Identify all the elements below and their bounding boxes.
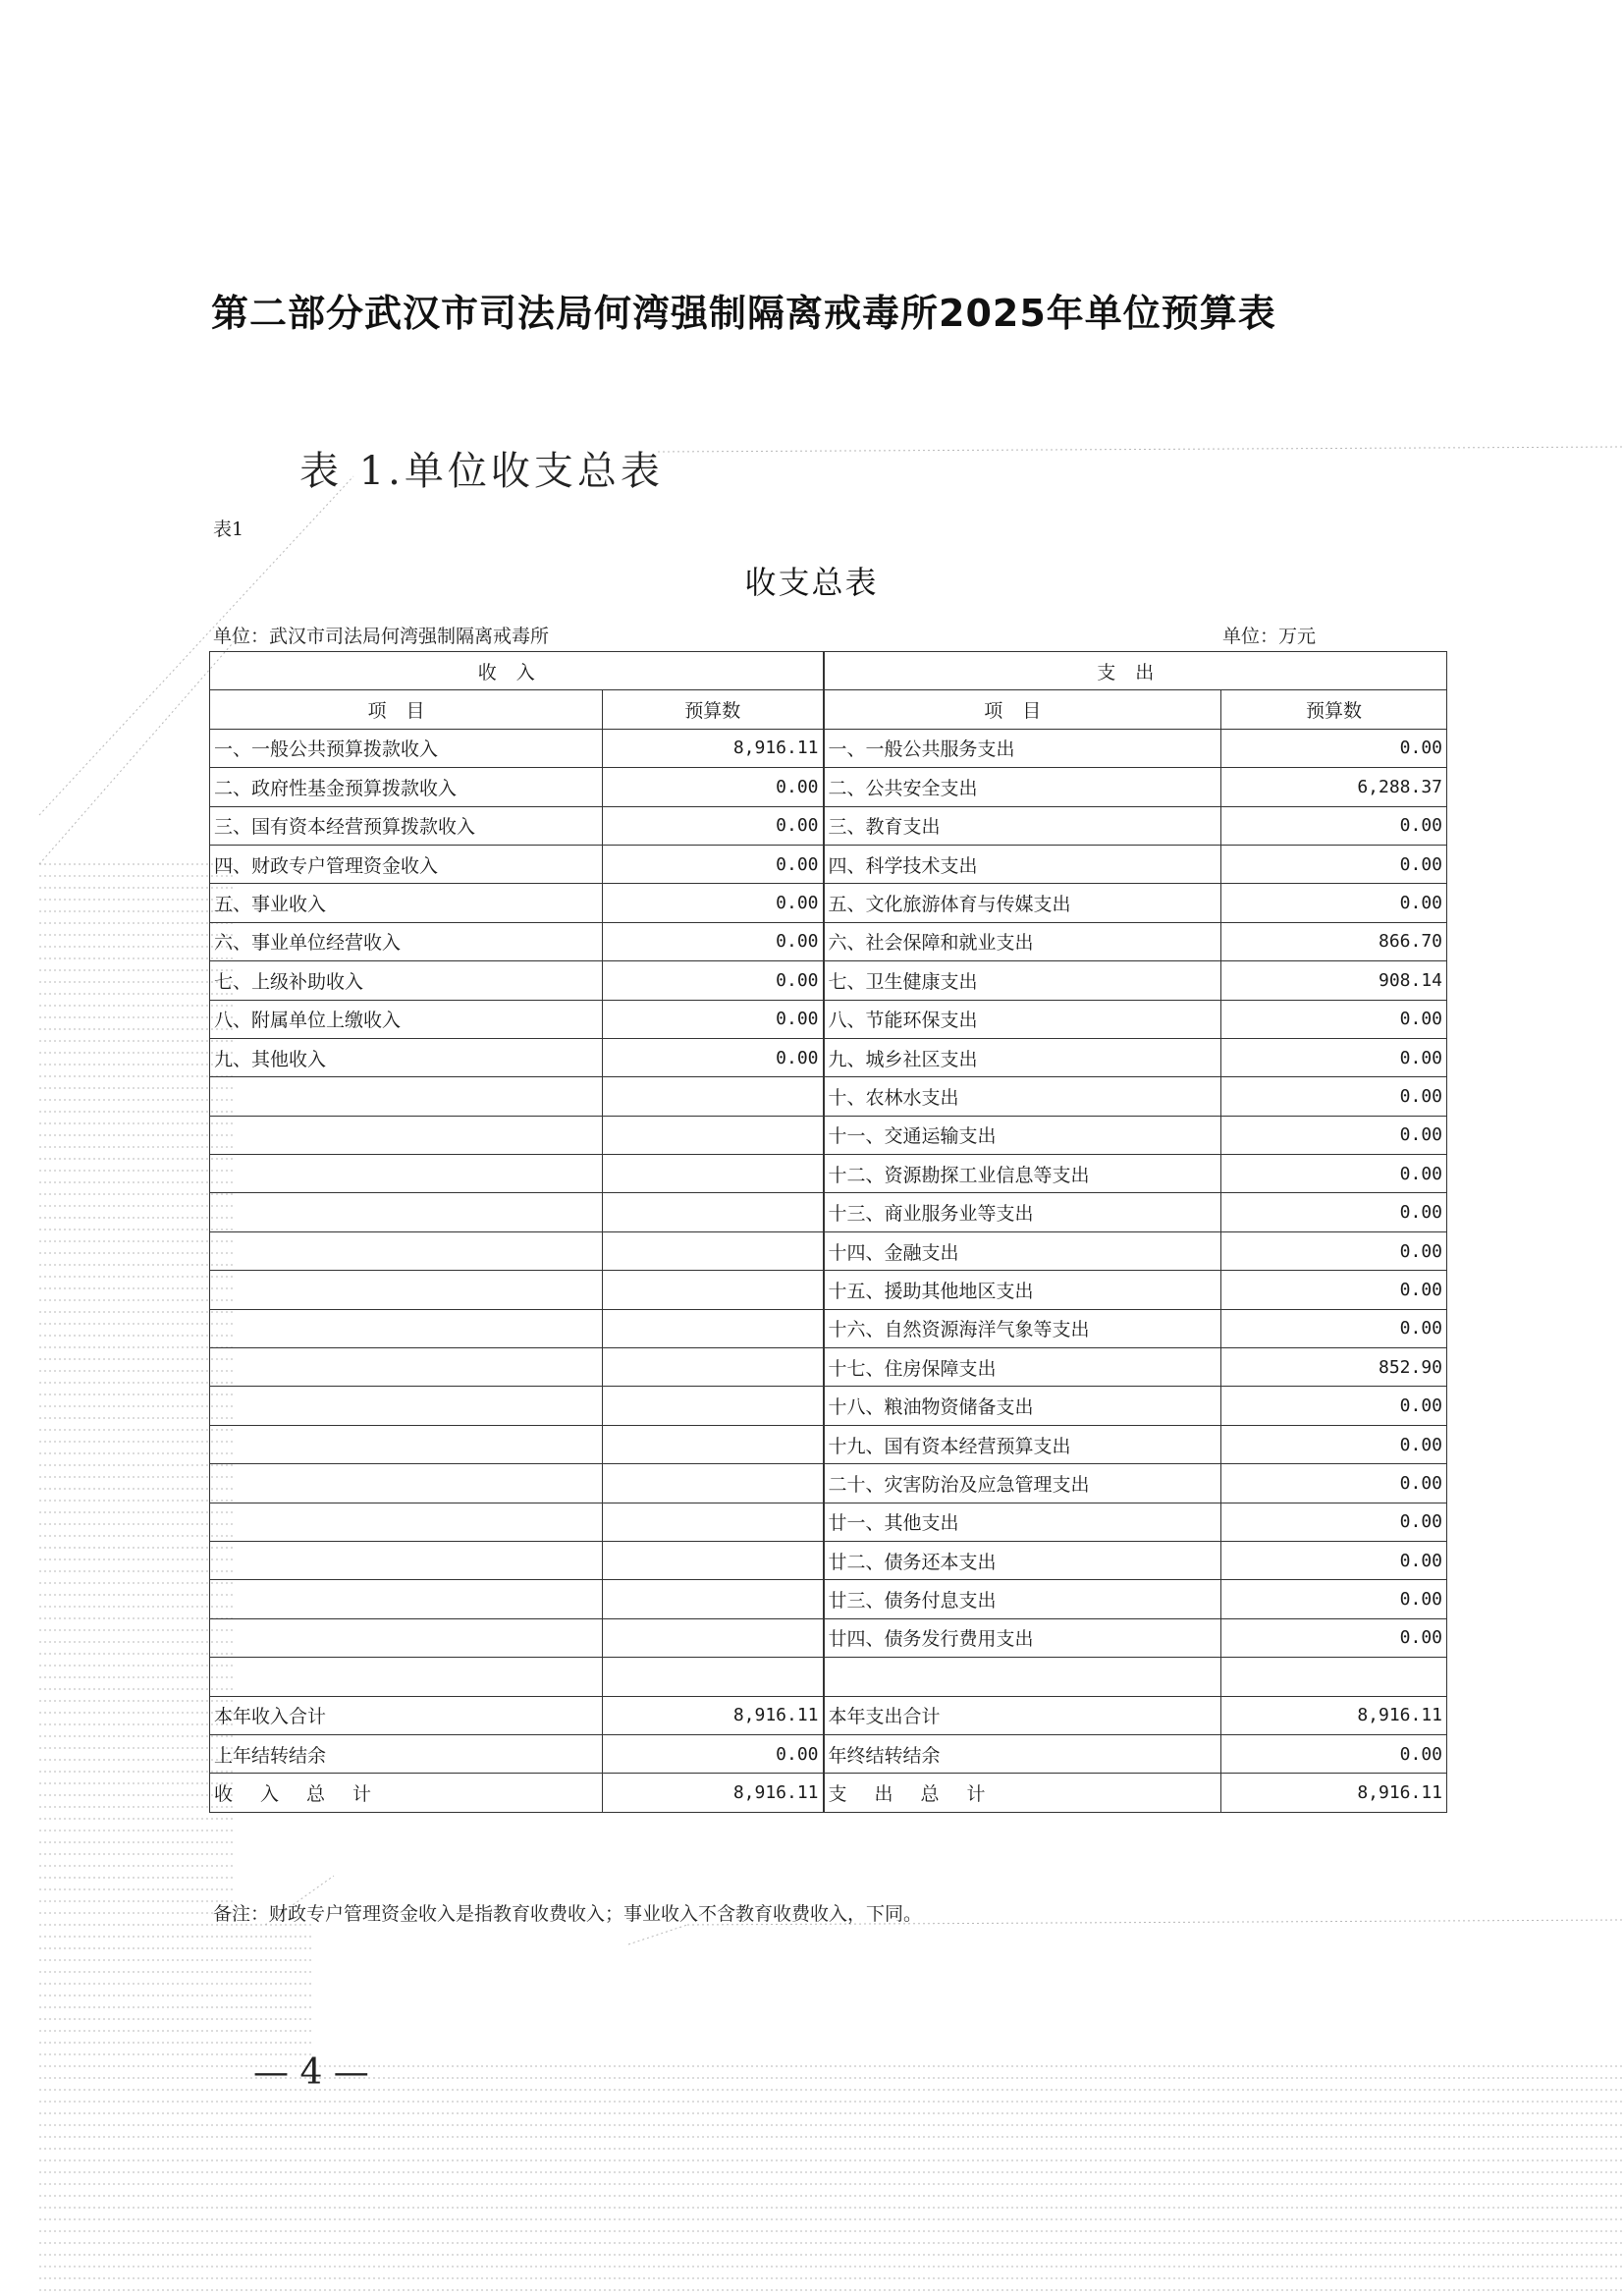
income-value-cell	[603, 1155, 824, 1193]
expense-value-cell: 0.00	[1221, 1580, 1447, 1618]
expense-item-cell: 十六、自然资源海洋气象等支出	[824, 1309, 1221, 1347]
expense-value-cell: 908.14	[1221, 961, 1447, 1000]
header-row-group	[210, 652, 1447, 690]
table-row	[210, 1658, 1447, 1696]
income-item-cell	[210, 1774, 603, 1812]
table-row	[210, 806, 1447, 845]
expense-value-cell: 0.00	[1221, 1387, 1447, 1425]
income-value-cell: 0.00	[603, 1038, 824, 1076]
income-item-cell	[210, 1116, 603, 1154]
income-item-cell	[210, 1348, 603, 1387]
income-item-cell: 三、国有资本经营预算拨款收入	[210, 806, 603, 845]
expense-budget-header: 预算数	[1221, 690, 1447, 729]
income-item-cell: 六、事业单位经营收入	[210, 922, 603, 960]
expense-value-cell	[1221, 1658, 1447, 1696]
income-item-cell	[210, 1618, 603, 1657]
income-item-cell	[210, 1309, 603, 1347]
table-row	[210, 1231, 1447, 1270]
table-row	[210, 845, 1447, 883]
expense-item-cell: 一、一般公共服务支出	[824, 729, 1221, 767]
income-value-cell: 8,916.11	[603, 1774, 824, 1812]
table-row	[210, 1309, 1447, 1347]
expense-value-cell: 0.00	[1221, 1425, 1447, 1463]
income-value-cell: 0.00	[603, 1734, 824, 1773]
income-item-cell: 四、财政专户管理资金收入	[210, 845, 603, 883]
unit-measure: 单位：万元	[1222, 626, 1317, 647]
income-value-cell	[603, 1193, 824, 1231]
income-item-cell	[210, 1658, 603, 1696]
expense-item-cell: 十三、商业服务业等支出	[824, 1193, 1221, 1231]
expense-value-cell: 0.00	[1221, 1271, 1447, 1309]
expense-value-cell: 0.00	[1221, 884, 1447, 922]
expense-header: 支出	[824, 652, 1447, 690]
total-row	[210, 1696, 1447, 1734]
table-row	[210, 1503, 1447, 1541]
expense-value-cell: 0.00	[1221, 1541, 1447, 1579]
expense-item-cell: 年终结转结余	[824, 1734, 1221, 1773]
income-item-cell	[210, 1231, 603, 1270]
income-value-cell: 0.00	[603, 922, 824, 960]
expense-value-cell: 0.00	[1221, 806, 1447, 845]
section-title: 表 1.单位收支总表	[299, 449, 664, 494]
expense-item-cell-label: 支出总计	[828, 1783, 1013, 1806]
income-value-cell: 0.00	[603, 806, 824, 845]
expense-item-cell: 二十、灾害防治及应急管理支出	[824, 1464, 1221, 1503]
expense-value-cell: 6,288.37	[1221, 768, 1447, 806]
table-row	[210, 1116, 1447, 1154]
expense-item-cell: 十七、住房保障支出	[824, 1348, 1221, 1387]
income-item-cell	[210, 1464, 603, 1503]
table-row	[210, 1541, 1447, 1579]
income-item-cell	[210, 1503, 603, 1541]
table-reference: 表1	[213, 519, 244, 540]
table-row	[210, 1271, 1447, 1309]
expense-item-cell	[824, 1774, 1221, 1812]
income-header: 收入	[210, 652, 824, 690]
page-number: — 4 —	[253, 2052, 369, 2093]
header-row-columns	[210, 690, 1447, 729]
income-item-cell	[210, 1387, 603, 1425]
expense-value-cell: 0.00	[1221, 729, 1447, 767]
expense-value-cell: 0.00	[1221, 1193, 1447, 1231]
income-item-header: 项目	[210, 690, 603, 729]
income-item-cell	[210, 1580, 603, 1618]
expense-item-cell: 十四、金融支出	[824, 1231, 1221, 1270]
income-value-cell	[603, 1580, 824, 1618]
expense-value-cell: 0.00	[1221, 1000, 1447, 1038]
expense-item-cell: 十二、资源勘探工业信息等支出	[824, 1155, 1221, 1193]
income-value-cell	[603, 1271, 824, 1309]
income-value-cell: 0.00	[603, 1000, 824, 1038]
expense-item-cell	[824, 1658, 1221, 1696]
expense-item-cell: 二、公共安全支出	[824, 768, 1221, 806]
table-row	[210, 1425, 1447, 1463]
income-value-cell	[603, 1231, 824, 1270]
income-item-cell: 九、其他收入	[210, 1038, 603, 1076]
income-value-cell: 0.00	[603, 845, 824, 883]
expense-item-cell: 本年支出合计	[824, 1696, 1221, 1734]
income-item-cell: 七、上级补助收入	[210, 961, 603, 1000]
expense-item-cell: 八、节能环保支出	[824, 1000, 1221, 1038]
income-value-cell	[603, 1541, 824, 1579]
expense-value-cell: 0.00	[1221, 1309, 1447, 1347]
expense-value-cell: 8,916.11	[1221, 1774, 1447, 1812]
income-item-cell	[210, 1425, 603, 1463]
table-row	[210, 1193, 1447, 1231]
income-value-cell	[603, 1618, 824, 1657]
expense-value-cell: 0.00	[1221, 1231, 1447, 1270]
expense-item-header: 项目	[824, 690, 1221, 729]
income-value-cell	[603, 1425, 824, 1463]
expense-item-cell: 十八、粮油物资储备支出	[824, 1387, 1221, 1425]
income-budget-header: 预算数	[603, 690, 824, 729]
expense-value-cell: 8,916.11	[1221, 1696, 1447, 1734]
income-value-cell: 0.00	[603, 768, 824, 806]
expense-value-cell: 0.00	[1221, 1464, 1447, 1503]
income-value-cell	[603, 1658, 824, 1696]
income-value-cell	[603, 1077, 824, 1116]
expense-value-cell: 0.00	[1221, 1038, 1447, 1076]
income-item-cell: 本年收入合计	[210, 1696, 603, 1734]
table-row	[210, 1038, 1447, 1076]
table-row	[210, 922, 1447, 960]
expense-item-cell: 七、卫生健康支出	[824, 961, 1221, 1000]
income-value-cell: 8,916.11	[603, 1696, 824, 1734]
expense-value-cell: 0.00	[1221, 845, 1447, 883]
income-item-cell-label: 收入总计	[214, 1783, 400, 1806]
table-row	[210, 1348, 1447, 1387]
expense-item-cell: 十五、援助其他地区支出	[824, 1271, 1221, 1309]
income-value-cell: 0.00	[603, 961, 824, 1000]
income-value-cell	[603, 1348, 824, 1387]
expense-item-cell: 三、教育支出	[824, 806, 1221, 845]
total-row	[210, 1734, 1447, 1773]
expense-item-cell: 九、城乡社区支出	[824, 1038, 1221, 1076]
income-item-cell: 二、政府性基金预算拨款收入	[210, 768, 603, 806]
income-item-cell	[210, 1271, 603, 1309]
income-item-cell	[210, 1541, 603, 1579]
table-row	[210, 961, 1447, 1000]
income-value-cell	[603, 1116, 824, 1154]
expense-value-cell: 0.00	[1221, 1116, 1447, 1154]
table-row	[210, 1000, 1447, 1038]
expense-item-cell: 廿二、债务还本支出	[824, 1541, 1221, 1579]
expense-item-cell: 廿一、其他支出	[824, 1503, 1221, 1541]
expense-item-cell: 五、文化旅游体育与传媒支出	[824, 884, 1221, 922]
income-item-cell	[210, 1155, 603, 1193]
expense-item-cell: 六、社会保障和就业支出	[824, 922, 1221, 960]
table-row	[210, 884, 1447, 922]
income-value-cell	[603, 1464, 824, 1503]
unit-name: 单位：武汉市司法局何湾强制隔离戒毒所	[213, 626, 550, 647]
page-title: 第二部分武汉市司法局何湾强制隔离戒毒所2025年单位预算表	[211, 292, 1276, 335]
expense-value-cell: 852.90	[1221, 1348, 1447, 1387]
expense-item-cell: 廿三、债务付息支出	[824, 1580, 1221, 1618]
expense-value-cell: 0.00	[1221, 1155, 1447, 1193]
table-row	[210, 768, 1447, 806]
table-row	[210, 1618, 1447, 1657]
table-row	[210, 1077, 1447, 1116]
income-item-cell: 一、一般公共预算拨款收入	[210, 729, 603, 767]
expense-value-cell: 866.70	[1221, 922, 1447, 960]
income-value-cell: 0.00	[603, 884, 824, 922]
table-row	[210, 1580, 1447, 1618]
income-item-cell: 五、事业收入	[210, 884, 603, 922]
table-row	[210, 1155, 1447, 1193]
expense-item-cell: 四、科学技术支出	[824, 845, 1221, 883]
income-item-cell	[210, 1077, 603, 1116]
income-value-cell	[603, 1387, 824, 1425]
income-item-cell: 上年结转结余	[210, 1734, 603, 1773]
income-item-cell: 八、附属单位上缴收入	[210, 1000, 603, 1038]
expense-value-cell: 0.00	[1221, 1077, 1447, 1116]
income-value-cell	[603, 1503, 824, 1541]
income-value-cell	[603, 1309, 824, 1347]
expense-item-cell: 廿四、债务发行费用支出	[824, 1618, 1221, 1657]
table-row	[210, 729, 1447, 767]
expense-item-cell: 十九、国有资本经营预算支出	[824, 1425, 1221, 1463]
expense-value-cell: 0.00	[1221, 1618, 1447, 1657]
income-value-cell: 8,916.11	[603, 729, 824, 767]
total-row	[210, 1774, 1447, 1812]
table-row	[210, 1464, 1447, 1503]
expense-value-cell: 0.00	[1221, 1503, 1447, 1541]
income-item-cell	[210, 1193, 603, 1231]
expense-value-cell: 0.00	[1221, 1734, 1447, 1773]
expense-item-cell: 十一、交通运输支出	[824, 1116, 1221, 1154]
table-title: 收支总表	[744, 564, 879, 601]
budget-summary-table	[209, 651, 1447, 1813]
table-row	[210, 1387, 1447, 1425]
footnote: 备注：财政专户管理资金收入是指教育收费收入；事业收入不含教育收费收入，下同。	[213, 1903, 923, 1925]
expense-item-cell: 十、农林水支出	[824, 1077, 1221, 1116]
